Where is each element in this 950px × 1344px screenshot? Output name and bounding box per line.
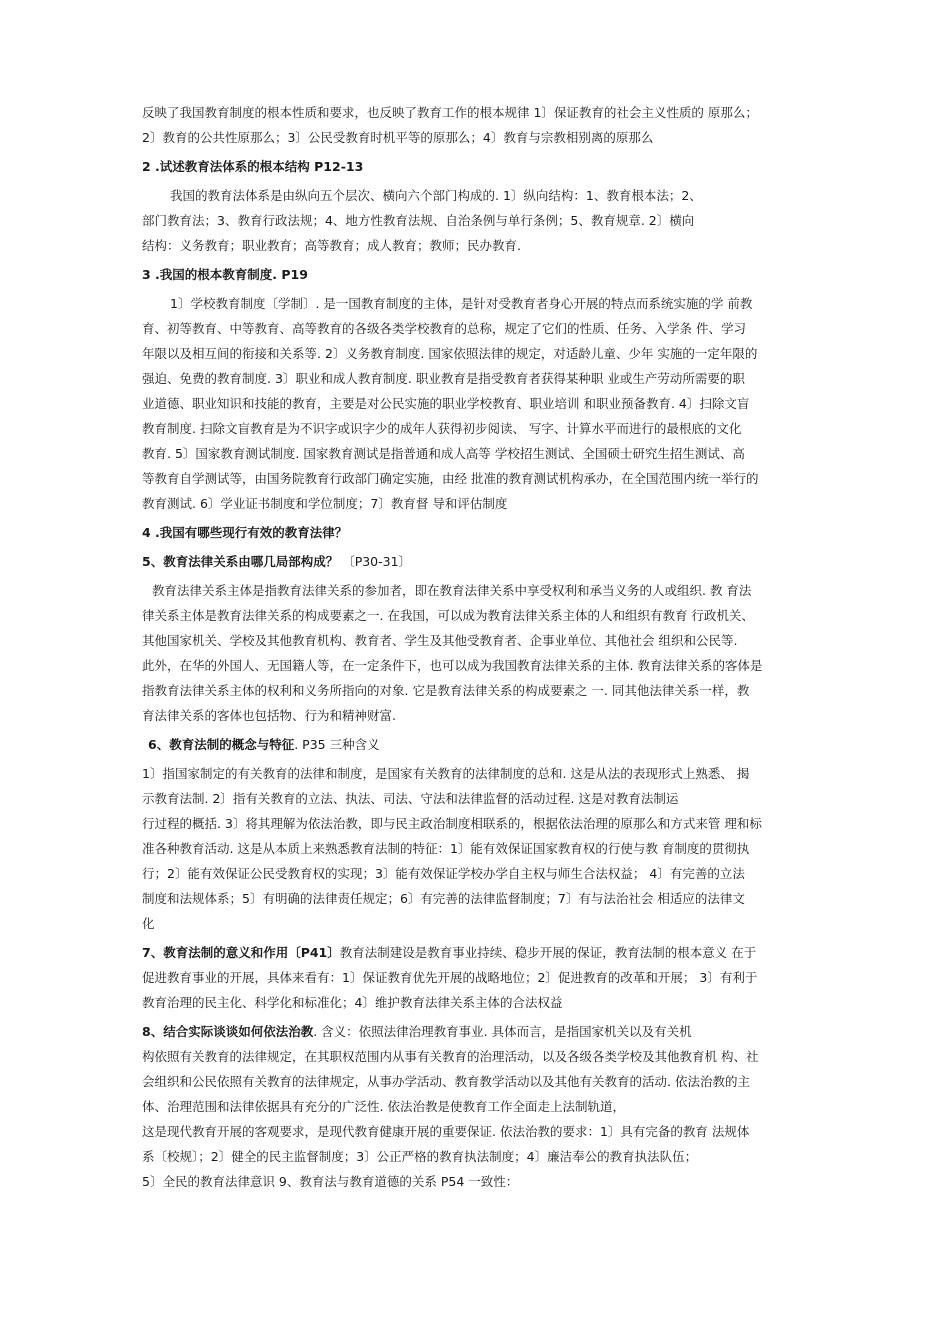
text-line: 此外，在华的外国人、无国籍人等，在一定条件下，也可以成为我国教育法律关系的主体. 教育法律关系的客体是 (142, 658, 763, 673)
text-line: 育法律关系的客体也包括物、行为和精神财富. (142, 708, 396, 723)
text-line: 构依照有关教育的法律规定，在其职权范围内从事有关教育的治理活动，以及各级各类学校及其他教育机 构、社 (142, 1049, 759, 1064)
section-heading: 3 .我国的根本教育制度. P19 (142, 267, 308, 282)
page-reference: . P35 三种含义 (294, 737, 380, 752)
text-line: 等教育自学测试等，由国务院教育行政部门确定实施，由经 批准的教育测试机构承办，在全国范围内统一举行的 (142, 471, 759, 486)
section-heading-line (142, 732, 832, 757)
text-line: 1〕学校教育制度〔学制〕. 是一国教育制度的主体，是针对受教育者身心开展的特点而系统实施的学 前教 (170, 296, 753, 311)
section-heading: 6、教育法制的概念与特征 (148, 737, 295, 752)
text-line: 结构：义务教育；职业教育；高等教育；成人教育；教师；民办教育. (142, 238, 521, 253)
text-line: 年限以及相互间的衔接和关系等. 2〕义务教育制度. 国家依照法律的规定，对适龄儿童、少年 实施的一定年限的 (142, 346, 758, 361)
text-line: 示教育法制. 2〕指有关教育的立法、执法、司法、守法和法律监督的活动过程. 这是对教育法制运 (142, 791, 679, 806)
text-line: 教育. 5〕国家教育测试制度. 国家教育测试是指普通和成人高等 学校招生测试、全国硕士研究生招生测试、高 (142, 446, 745, 461)
text-line: 教育制度. 扫除文盲教育是为不识字或识字少的成年人获得初步阅读、 写字、计算水平而进行的最根底的文化 (142, 421, 742, 436)
text-line: 会组织和公民依照有关教育的法律规定，从事办学活动、教育教学活动以及其他有关教育的活动. 依法治教的主 (142, 1074, 750, 1089)
text-line: 育、初等教育、中等教育、高等教育的各级各类学校教育的总称，规定了它们的性质、任务、入学条 件、学习 (142, 321, 746, 336)
section-heading-line (142, 549, 832, 574)
text-line: 教育法制建设是教育事业持续、稳步开展的保证，教育法制的根本意义 在于 (339, 945, 757, 960)
text-line: 行过程的概括. 3〕将其理解为依法治教，即与民主政治制度相联系的，根据依法治理的原那么和方式来管 理和标 (142, 816, 762, 831)
text-line: 1〕指国家制定的有关教育的法律和制度，是国家有关教育的法律制度的总和. 这是从法的表现形式上熟悉、 揭 (142, 766, 750, 781)
text-line: 指教育法律关系主体的权利和义务所指向的对象. 它是教育法律关系的构成要素之 一. 同其他法律关系一样，教 (142, 683, 750, 698)
text-line: 行；2〕能有效保证公民受教育权的实现；3〕能有效保证学校办学自主权与师生合法权益； 4〕有完善的立法 (142, 866, 745, 881)
text-line: 教育测试. 6〕学业证书制度和学位制度；7〕教育督 导和评估制度 (142, 496, 508, 511)
text-line: 律关系主体是教育法律关系的构成要素之一. 在我国，可以成为教育法律关系主体的人和组织有教育 行政机关、 (142, 608, 754, 623)
text-line: 5〕全民的教育法律意识 9、教育法与教育道德的关系 P54 一致性： (142, 1174, 519, 1189)
text-line: 教育治理的民主化、科学化和标准化；4〕维护教育法律关系主体的合法权益 (142, 995, 563, 1010)
text-line: 强迫、免费的教育制度. 3〕职业和成人教育制度. 职业教育是指受教育者获得某种职 业或生产劳动所需要的职 (142, 371, 745, 386)
page-reference: 〔P30-31〕 (342, 554, 412, 569)
section-heading: 7、教育法制的意义和作用〔P41〕 (142, 945, 340, 960)
text-line: . 含义：依照法律治理教育事业. 具体而言，是指国家机关以及有关机 (313, 1024, 692, 1039)
text-line: 教育法律关系主体是指教育法律关系的参加者，即在教育法律关系中享受权利和承当义务的人或组织. 教 育法 (152, 583, 752, 598)
text-line: 制度和法规体系；5〕有明确的法律责任规定；6〕有完善的法律监督制度；7〕有与法治社会 相适应的法律文 (142, 891, 745, 906)
document-page (142, 100, 832, 1194)
text-line: 业道德、职业知识和技能的教育，主要是对公民实施的职业学校教育、职业培训 和职业预备教育. 4〕扫除文盲 (142, 396, 750, 411)
section-heading: 4 .我国有哪些现行有效的教育法律？ (142, 525, 348, 540)
text-line: 促进教育事业的开展，具体来看有：1〕保证教育优先开展的战略地位；2〕促进教育的改革和开展； 3〕有利于 (142, 970, 758, 985)
section-heading-line (142, 940, 832, 965)
text-line: 其他国家机关、学校及其他教育机构、教育者、学生及其他受教育者、企事业单位、其他社会 组织和公民等. (142, 633, 738, 648)
section-heading: 5、教育法律关系由哪几局部构成？ (142, 554, 339, 569)
text-line: 系〔校规〕；2〕健全的民主监督制度；3〕公正严格的教育执法制度；4〕廉洁奉公的教育执法队伍； (142, 1149, 698, 1164)
section-heading-line (142, 1019, 832, 1044)
text-line: 准各种教育活动. 这是从本质上来熟悉教育法制的特征：1〕能有效保证国家教育权的行使与教 育制度的贯彻执 (142, 841, 750, 856)
text-line: 化 (142, 916, 155, 931)
section-heading: 2 .试述教育法体系的根本结构 P12-13 (142, 159, 364, 174)
text-line: 部门教育法；3、教育行政法规；4、地方性教育法规、自治条例与单行条例；5、教育规章. 2〕横向 (142, 213, 695, 228)
section-heading: 8、结合实际谈谈如何依法治教 (142, 1024, 314, 1039)
text-line: 2〕教育的公共性原那么；3〕公民受教育时机平等的原那么；4〕教育与宗教相别离的原那么 (142, 130, 654, 145)
text-line: 这是现代教育开展的客观要求，是现代教育健康开展的重要保证. 依法治教的要求：1〕具有完备的教育 法规体 (142, 1124, 750, 1139)
text-line: 反映了我国教育制度的根本性质和要求，也反映了教育工作的根本规律 1〕保证教育的社会主义性质的 原那么； (142, 105, 758, 120)
text-line: 我国的教育法体系是由纵向五个层次、横向六个部门构成的. 1〕纵向结构：1、教育根本法；2、 (170, 188, 702, 203)
text-line: 体、治理范围和法律依据具有充分的广泛性. 依法治教是使教育工作全面走上法制轨道， (142, 1099, 625, 1114)
